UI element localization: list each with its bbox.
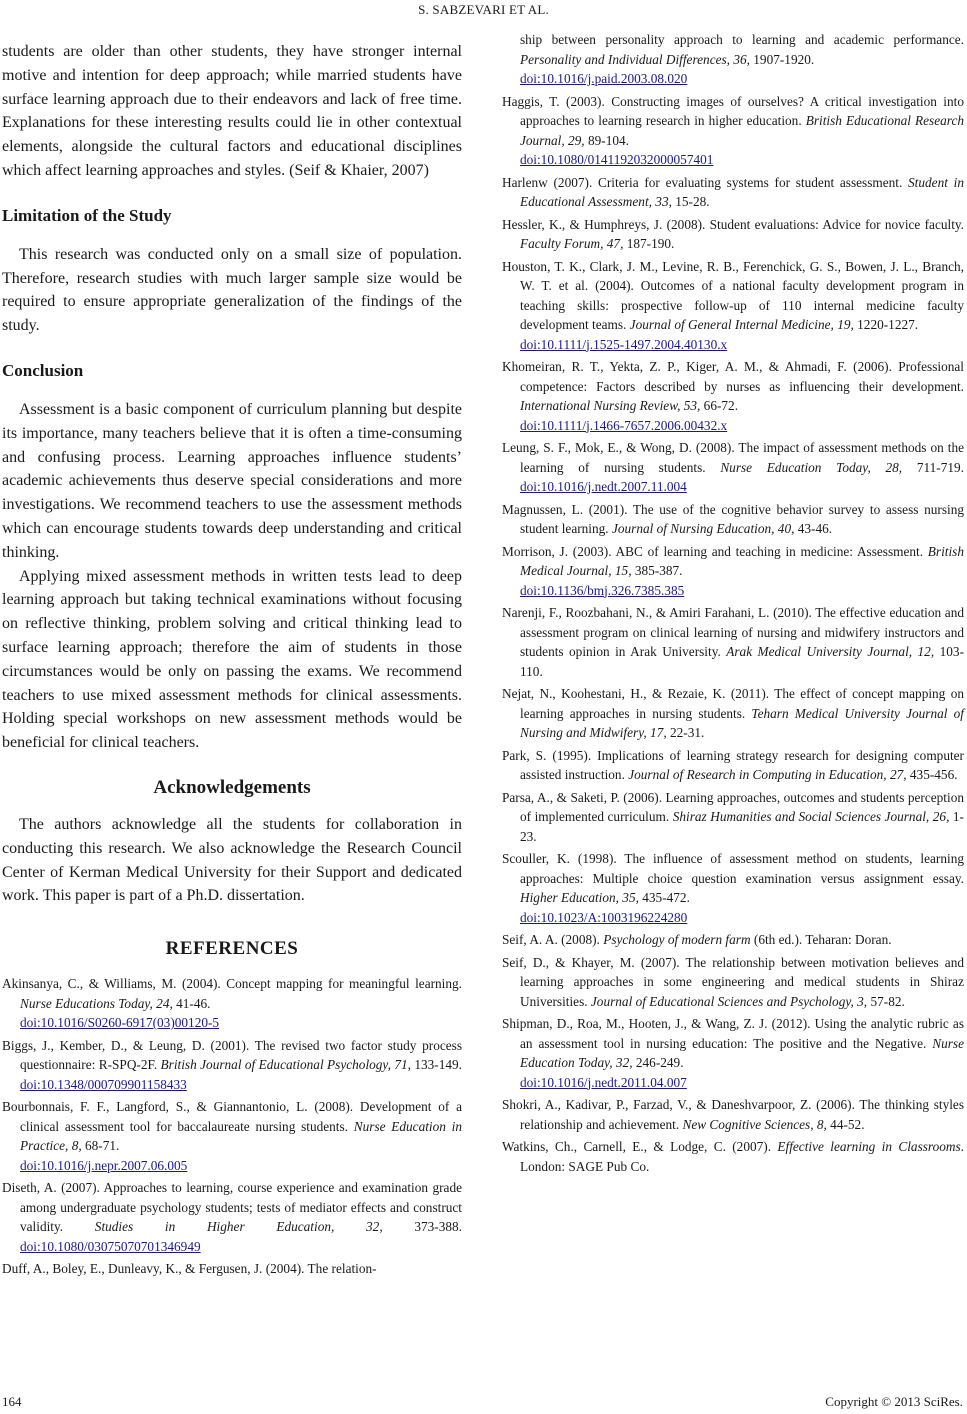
acknowledgements-heading: Acknowledgements — [153, 776, 311, 798]
reference-pages: 1907-1920. — [749, 51, 815, 67]
reference-journal: Teharn Medical University Journal of Nursing and Midwifery, 17, — [520, 705, 964, 740]
reference-journal: New Cognitive Sciences, 8, — [682, 1116, 827, 1132]
reference-pages: 15-28. — [671, 194, 710, 209]
page-number: 164 — [2, 1394, 22, 1409]
reference-text: Shokri, A., Kadivar, P., Farzad, V., & Daneshvarpoor, Z. (2006). The thinking styles relationship and achievement. — [502, 1097, 964, 1132]
reference-entry — [502, 30, 964, 89]
reference-text: Watkins, Ch., Carnell, E., & Lodge, C. (2007). — [502, 1139, 778, 1154]
reference-pages: 41-46. — [172, 995, 211, 1011]
conclusion-heading: Conclusion — [2, 360, 84, 380]
reference-pages: 373-388. — [382, 1219, 462, 1235]
reference-pages: 187-190. — [623, 236, 675, 251]
reference-text: Park, S. (1995). Implications of learning strategy research for designing computer assisted instruction. — [502, 747, 964, 782]
reference-journal: Journal of General Internal Medicine, 19, — [629, 317, 854, 332]
reference-journal: Studies in Higher Education, 32, — [94, 1219, 383, 1235]
reference-text: ship between personality approach to learning and academic performance. — [520, 32, 964, 47]
reference-entry — [2, 1259, 462, 1279]
reference-doi-link[interactable]: doi:10.1016/S0260-6917(03)00120-5 — [20, 1015, 220, 1031]
acknowledgements-paragraph: The authors acknowledge all the students for collaboration in conducting this research. We also acknowledge the Research Council Center of Kerman Medical University for their Support and dedicated work. This paper is part of a Ph.D. dissertation. — [2, 815, 462, 905]
reference-entry — [2, 1036, 462, 1095]
reference-journal: Journal of Nursing Education, 40, — [611, 521, 795, 536]
reference-entry — [502, 603, 964, 681]
reference-entry — [502, 849, 964, 927]
reference-pages: . London: SAGE Pub Co. — [520, 1139, 964, 1174]
reference-pages: 22-31. — [666, 725, 705, 740]
reference-entry — [502, 215, 964, 254]
references-heading: REFERENCES — [165, 938, 299, 960]
reference-text: Nejat, N., Koohestani, H., & Rezaie, K. (2011). The effect of concept mapping on learning approaches in nursing students. — [502, 686, 964, 721]
reference-journal: Faculty Forum, 47, — [520, 236, 624, 251]
reference-entry — [2, 1178, 462, 1256]
reference-journal: Arak Medical University Journal, 12, — [726, 644, 935, 659]
reference-pages: 66-72. — [700, 398, 739, 413]
limitation-paragraph: This research was conducted only on a small size of population. Therefore, research studies with much larger sample size would be required to ensure appropriate generalization of the findings of the study. — [2, 245, 462, 335]
left-column — [2, 40, 462, 1282]
reference-text: Seif, A. A. (2008). — [502, 932, 604, 947]
reference-pages: 435-472. — [638, 890, 690, 905]
reference-text: Duff, A., Boley, E., Dunleavy, K., & Fergusen, J. (2004). The relation- — [2, 1261, 377, 1277]
reference-entry — [502, 1095, 964, 1134]
reference-journal: International Nursing Review, 53, — [520, 398, 701, 413]
conclusion-paragraph-2: Applying mixed assessment methods in written tests lead to deep learning approach but taking technical examinations without focusing on reflective thinking, problem solving and critical thinking lead to surface learning approach; therefore the aim of students in those circumstances would be only on passing the exams. We recommend teachers to use mixed assessment methods for clinical assessments. Holding special workshops on new assessment methods would be beneficial for clinical teachers. — [2, 567, 462, 752]
reference-doi-link[interactable]: doi:10.1348/000709901158433 — [20, 1076, 187, 1092]
reference-pages: 133-149. — [410, 1057, 462, 1073]
reference-pages: 44-52. — [826, 1116, 865, 1132]
reference-entry — [502, 357, 964, 435]
reference-entry — [2, 974, 462, 1033]
reference-pages: 1220-1227. — [853, 317, 919, 332]
conclusion-paragraph-1: Assessment is a basic component of curriculum planning but despite its importance, many teachers believe that it is often a time-consuming and confusing process. Learning approaches influence students’ academic achievements thus deserve special considerations and more investigations. We recommend teachers to use the assessment methods which can encourage students towards deep understanding and critical thinking. — [2, 400, 462, 561]
reference-text: Shipman, D., Roa, M., Hooten, J., & Wang, Z. J. (2012). Using the analytic rubric as an assessment tool in nursing education: The positive and the Negative. — [502, 1016, 964, 1051]
reference-entry — [502, 684, 964, 743]
reference-text: Parsa, A., & Saketi, P. (2006). Learning approaches, outcomes and students perception of implemented curriculum. — [502, 789, 964, 824]
reference-entry — [502, 746, 964, 785]
reference-journal: Shiraz Humanities and Social Sciences Journal, 26, — [672, 809, 950, 824]
reference-pages: 246-249. — [632, 1055, 684, 1070]
reference-pages: 711-719. — [902, 459, 964, 475]
reference-entry — [502, 930, 964, 950]
reference-journal: Nurse Education Today, 32, — [520, 1035, 964, 1070]
reference-entry — [502, 438, 964, 497]
reference-journal: British Medical Journal, 15, — [520, 543, 964, 578]
reference-doi-link[interactable]: doi:10.1111/j.1466-7657.2006.00432.x — [520, 417, 728, 433]
reference-text: Diseth, A. (2007). Approaches to learning, course experience and examination grade among undergraduate psychology students; tests of mediator effects and construct validity. — [2, 1180, 462, 1235]
reference-entry — [2, 1097, 462, 1175]
reference-pages: 89-104. — [584, 132, 629, 148]
reference-doi-link[interactable]: doi:10.1111/j.1525-1497.2004.40130.x — [520, 336, 728, 352]
reference-entry — [502, 257, 964, 355]
reference-text: Harlenw (2007). Criteria for evaluating systems for student assessment. — [502, 174, 909, 190]
reference-text: Bourbonnais, F. F., Langford, S., & Giannantonio, L. (2008). Development of a clinical assessment tool for baccalaureate nursing students. — [2, 1099, 462, 1134]
reference-journal: Higher Education, 35, — [520, 890, 639, 905]
reference-entry — [502, 953, 964, 1012]
reference-pages: 385-387. — [631, 563, 683, 578]
reference-journal: Nurse Education Today, 28, — [720, 459, 903, 475]
intro-paragraph: students are older than other students, they have stronger internal motive and intention for deep approach; while married students have surface learning approach due to their endeavors and lack of free time. Explanations for these interesting results could lie in other contextual elements, alongside the cultural factors and educational disciplines which affect learning approaches and styles. (Seif & Khaier, 2007) — [2, 43, 462, 179]
reference-text: Biggs, J., Kember, D., & Leung, D. (2001). The revised two factor study process questionnaire: R-SPQ-2F. — [2, 1037, 462, 1073]
reference-doi-link[interactable]: doi:10.1136/bmj.326.7385.385 — [520, 582, 685, 598]
right-column — [502, 30, 964, 1179]
reference-pages: (6th ed.). Teharan: Doran. — [750, 932, 892, 947]
reference-entry — [502, 173, 964, 212]
reference-pages: 1-23. — [520, 809, 964, 844]
reference-doi-link[interactable]: doi:10.1016/j.nepr.2007.06.005 — [20, 1157, 188, 1173]
reference-pages: 435-456. — [906, 767, 958, 782]
reference-entry — [502, 92, 964, 170]
reference-pages: 68-71. — [81, 1138, 120, 1154]
reference-text: Hessler, K., & Humphreys, J. (2008). Student evaluations: Advice for novice faculty. — [502, 216, 964, 232]
reference-entry — [502, 500, 964, 539]
reference-text: Houston, T. K., Clark, J. M., Levine, R. B., Ferenchick, G. S., Bowen, J. L., Branch, W. T. et al. (2004). Outcomes of a national faculty development program in teaching skills: prospective follow-up of 110 internal medicine faculty development teams. — [502, 258, 964, 332]
reference-journal: Nurse Education in Practice, 8, — [20, 1118, 463, 1154]
reference-journal: Psychology of modern farm — [603, 932, 751, 947]
reference-entry — [502, 1014, 964, 1092]
reference-journal: Personality and Individual Differences, 36, — [520, 51, 750, 67]
limitation-heading: Limitation of the Study — [2, 205, 172, 225]
reference-text: Leung, S. F., Mok, E., & Wong, D. (2008). The impact of assessment methods on the learning of nursing students. — [502, 440, 964, 475]
reference-journal: British Educational Research Journal, 29, — [520, 113, 964, 148]
reference-doi-link[interactable]: doi:10.1016/j.nedt.2011.04.007 — [520, 1074, 687, 1090]
reference-text: Magnussen, L. (2001). The use of the cognitive behavior survey to assess nursing student learning. — [502, 501, 964, 536]
reference-doi-link[interactable]: doi:10.1023/A:1003196224280 — [520, 909, 688, 925]
reference-text: Haggis, T. (2003). Constructing images of ourselves? A critical investigation into approaches to learning research in higher education. — [502, 93, 964, 128]
running-head: S. SABZEVARI ET AL. — [418, 2, 549, 17]
reference-pages: 57-82. — [867, 993, 905, 1009]
reference-doi-link[interactable]: doi:10.1016/j.paid.2003.08.020 — [520, 71, 688, 86]
reference-text: Seif, D., & Khayer, M. (2007). The relationship between motivation believes and learning approaches in some engineering and medical students in Shiraz Universities. — [502, 954, 964, 1009]
reference-journal: Student in Educational Assessment, 33, — [520, 174, 964, 209]
copyright-notice: Copyright © 2013 SciRes. — [825, 1394, 963, 1409]
reference-pages: 43-46. — [794, 521, 833, 536]
reference-entry — [502, 788, 964, 847]
reference-entry — [502, 1137, 964, 1176]
reference-text: Khomeiran, R. T., Yekta, Z. P., Kiger, A. M., & Ahmadi, F. (2006). Professional competence: Factors described by nurses as influencing their development. — [502, 359, 964, 394]
references-list-left — [2, 974, 462, 1279]
reference-journal: Journal of Educational Sciences and Psychology, 3, — [590, 993, 868, 1009]
reference-doi-link[interactable]: doi:10.1080/03075070701346949 — [20, 1238, 201, 1254]
references-list-right — [502, 30, 964, 1176]
reference-journal: Nurse Educations Today, 24, — [20, 995, 173, 1011]
reference-doi-link[interactable]: doi:10.1080/0141192032000057401 — [520, 152, 714, 167]
reference-pages: 103-110. — [520, 644, 964, 679]
reference-text: Akinsanya, C., & Williams, M. (2004). Concept mapping for meaningful learning. — [2, 976, 462, 992]
reference-text: Scouller, K. (1998). The influence of assessment method on students, learning approaches: Multiple choice question examination versus assignment essay. — [502, 851, 964, 886]
reference-entry — [502, 542, 964, 601]
reference-doi-link[interactable]: doi:10.1016/j.nedt.2007.11.004 — [520, 479, 687, 494]
reference-journal: Journal of Research in Computing in Education, 27, — [628, 767, 907, 782]
reference-journal: Effective learning in Classrooms — [777, 1139, 961, 1154]
reference-text: Narenji, F., Roozbahani, N., & Amiri Farahani, L. (2010). The effective education and assessment program on clinical learning of nursing and midwifery instructors and students opinion in Arak University. — [502, 605, 964, 659]
reference-journal: British Journal of Educational Psychology, 71, — [160, 1057, 411, 1073]
reference-text: Morrison, J. (2003). ABC of learning and teaching in medicine: Assessment. — [502, 543, 928, 559]
